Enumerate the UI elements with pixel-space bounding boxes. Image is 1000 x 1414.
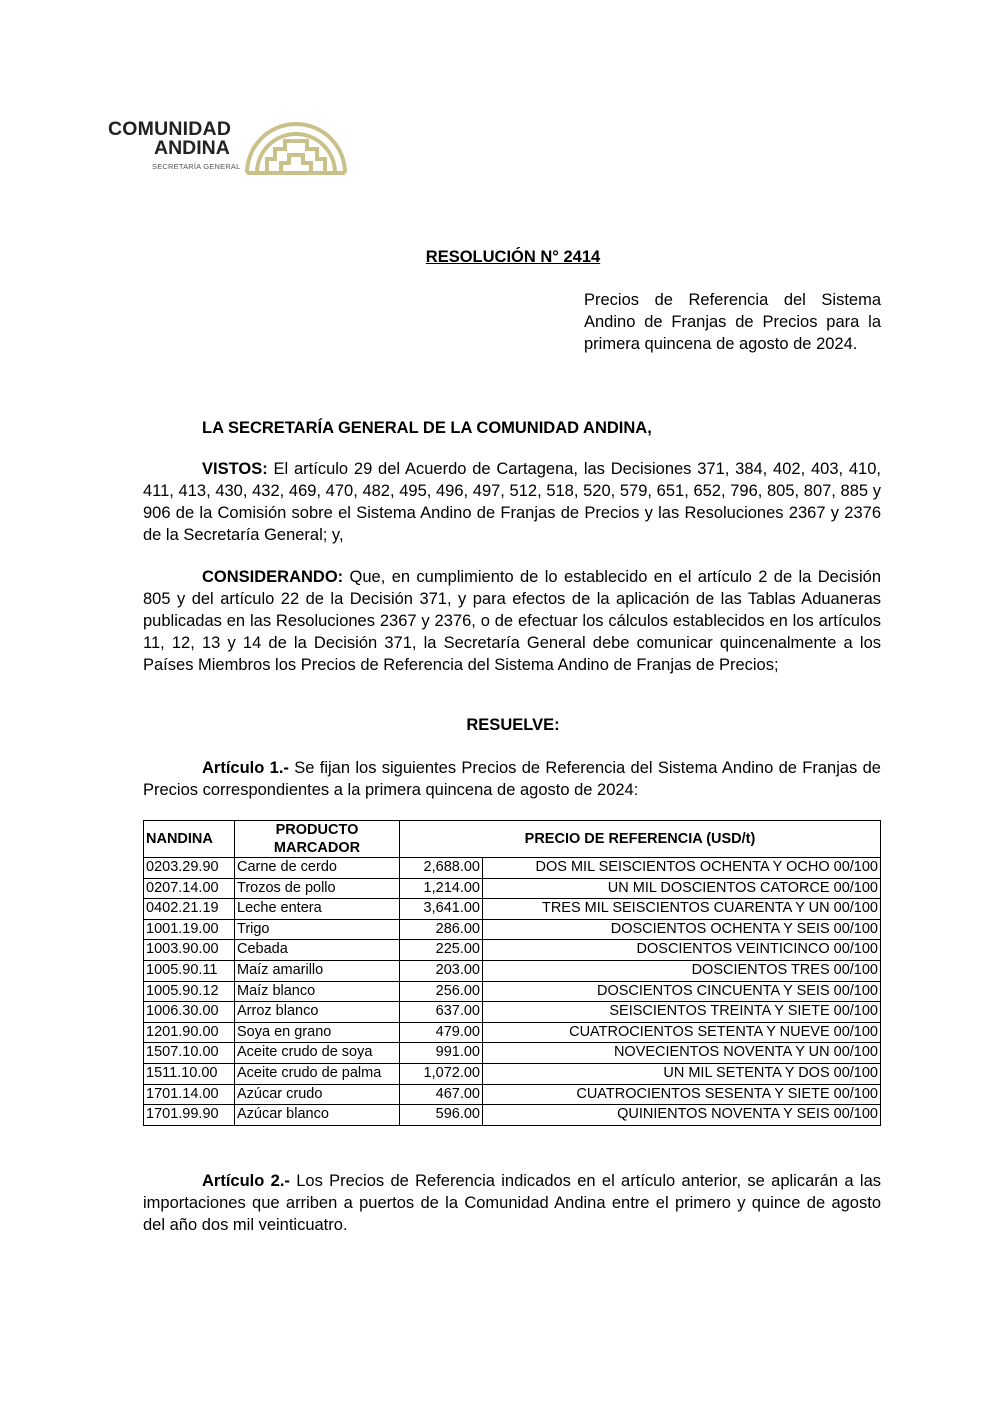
price-cell: 479.00 <box>400 1022 483 1043</box>
product-cell: Trigo <box>235 919 400 940</box>
price-cell: 256.00 <box>400 981 483 1002</box>
table-row <box>144 919 881 940</box>
price-cell: 225.00 <box>400 940 483 961</box>
articulo2-text: Los Precios de Referencia indicados en el artículo anterior, se aplicarán a las importaciones que arriben a puertos de la Comunidad Andina entre el primero y quince de agosto del año dos mil veinticuatro. <box>143 1172 881 1234</box>
table-row <box>144 858 881 879</box>
table-row <box>144 1084 881 1105</box>
nandina-cell: 1511.10.00 <box>144 1063 235 1084</box>
price-cell: 1,072.00 <box>400 1063 483 1084</box>
table-row <box>144 1022 881 1043</box>
price-words-cell: SEISCIENTOS TREINTA Y SIETE 00/100 <box>483 1002 881 1023</box>
vistos-text: El artículo 29 del Acuerdo de Cartagena, las Decisiones 371, 384, 402, 403, 410, 411, 413, 430, 432, 469, 470, 482, 495, 496, 497, 512, 518, 520, 579, 651, 652, 796, 805, 807, 885 y 906 de la Comisión sobre el Sistema Andino de Franjas de Precios y las Resoluciones 2367 y 2376 de la Secretaría General; y, <box>143 460 881 544</box>
vistos-paragraph <box>143 458 881 546</box>
price-words-cell: DOSCIENTOS OCHENTA Y SEIS 00/100 <box>483 919 881 940</box>
nandina-cell: 1201.90.00 <box>144 1022 235 1043</box>
articulo1-label: Artículo 1.- <box>202 759 289 777</box>
andean-arch-emblem <box>243 119 349 175</box>
product-cell: Arroz blanco <box>235 1002 400 1023</box>
price-cell: 3,641.00 <box>400 899 483 920</box>
resolution-subject: Precios de Referencia del Sistema Andino de Franjas de Precios para la primera quincena de agosto de 2024. <box>584 291 881 353</box>
articulo1-text: Se fijan los siguientes Precios de Referencia del Sistema Andino de Franjas de Precios correspondientes a la primera quincena de agosto de 2024: <box>143 759 881 799</box>
table-row <box>144 1043 881 1064</box>
price-cell: 637.00 <box>400 1002 483 1023</box>
product-cell: Azúcar blanco <box>235 1105 400 1126</box>
comunidad-andina-logo <box>108 118 348 178</box>
price-cell: 2,688.00 <box>400 858 483 879</box>
header-precio-referencia: PRECIO DE REFERENCIA (USD/t) <box>400 821 881 858</box>
considerando-label: CONSIDERANDO: <box>202 568 344 586</box>
price-words-cell: DOSCIENTOS TRES 00/100 <box>483 960 881 981</box>
table-row <box>144 960 881 981</box>
price-words-cell: UN MIL SETENTA Y DOS 00/100 <box>483 1063 881 1084</box>
product-cell: Maíz amarillo <box>235 960 400 981</box>
table-row <box>144 1002 881 1023</box>
price-words-cell: QUINIENTOS NOVENTA Y SEIS 00/100 <box>483 1105 881 1126</box>
nandina-cell: 1001.19.00 <box>144 919 235 940</box>
price-words-cell: UN MIL DOSCIENTOS CATORCE 00/100 <box>483 878 881 899</box>
product-cell: Carne de cerdo <box>235 858 400 879</box>
nandina-cell: 1005.90.12 <box>144 981 235 1002</box>
price-words-cell: DOSCIENTOS VEINTICINCO 00/100 <box>483 940 881 961</box>
price-cell: 467.00 <box>400 1084 483 1105</box>
header-nandina: NANDINA <box>144 821 235 858</box>
nandina-cell: 1701.14.00 <box>144 1084 235 1105</box>
table-row <box>144 899 881 920</box>
price-cell: 596.00 <box>400 1105 483 1126</box>
header-producto-marcador: PRODUCTO MARCADOR <box>235 821 400 858</box>
price-cell: 991.00 <box>400 1043 483 1064</box>
product-cell: Aceite crudo de palma <box>235 1063 400 1084</box>
price-words-cell: CUATROCIENTOS SESENTA Y SIETE 00/100 <box>483 1084 881 1105</box>
resolution-title: RESOLUCIÓN N° 2414 <box>425 248 601 266</box>
product-cell: Azúcar crudo <box>235 1084 400 1105</box>
table-row <box>144 981 881 1002</box>
product-cell: Trozos de pollo <box>235 878 400 899</box>
table-body <box>144 858 881 1126</box>
price-cell: 1,214.00 <box>400 878 483 899</box>
product-cell: Maíz blanco <box>235 981 400 1002</box>
logo-text-line1: COMUNIDAD <box>108 118 232 140</box>
logo-text-line2: ANDINA <box>154 137 230 159</box>
articulo2-paragraph <box>143 1170 881 1236</box>
nandina-cell: 1701.99.90 <box>144 1105 235 1126</box>
price-words-cell: TRES MIL SEISCIENTOS CUARENTA Y UN 00/100 <box>483 899 881 920</box>
price-words-cell: DOS MIL SEISCIENTOS OCHENTA Y OCHO 00/100 <box>483 858 881 879</box>
issuer-heading: LA SECRETARÍA GENERAL DE LA COMUNIDAD ANDINA, <box>202 419 652 437</box>
nandina-cell: 0203.29.90 <box>144 858 235 879</box>
product-cell: Cebada <box>235 940 400 961</box>
reference-prices-table <box>143 820 881 1126</box>
table-row <box>144 1105 881 1126</box>
table-row <box>144 878 881 899</box>
logo-text-line3: SECRETARÍA GENERAL <box>152 162 241 171</box>
nandina-cell: 1003.90.00 <box>144 940 235 961</box>
articulo2-label: Artículo 2.- <box>202 1172 290 1190</box>
price-cell: 286.00 <box>400 919 483 940</box>
price-words-cell: NOVECIENTOS NOVENTA Y UN 00/100 <box>483 1043 881 1064</box>
nandina-cell: 0402.21.19 <box>144 899 235 920</box>
product-cell: Leche entera <box>235 899 400 920</box>
considerando-text: Que, en cumplimiento de lo establecido en el artículo 2 de la Decisión 805 y del artículo 22 de la Decisión 371, y para efectos de la aplicación de las Tablas Aduaneras publicadas en las Resoluciones 2367 y 2376, o de efectuar los cálculos establecidos en los artículos 11, 12, 13 y 14 de la Decisión 371, la Secretaría General debe comunicar quincenalmente a los Países Miembros los Precios de Referencia del Sistema Andino de Franjas de Precios; <box>143 568 881 674</box>
table-row <box>144 1063 881 1084</box>
nandina-cell: 1005.90.11 <box>144 960 235 981</box>
articulo1-paragraph <box>143 757 881 801</box>
price-words-cell: CUATROCIENTOS SETENTA Y NUEVE 00/100 <box>483 1022 881 1043</box>
considerando-paragraph <box>143 566 881 676</box>
nandina-cell: 1006.30.00 <box>144 1002 235 1023</box>
vistos-label: VISTOS: <box>202 460 268 478</box>
nandina-cell: 1507.10.00 <box>144 1043 235 1064</box>
product-cell: Soya en grano <box>235 1022 400 1043</box>
resuelve-heading: RESUELVE: <box>466 716 560 734</box>
product-cell: Aceite crudo de soya <box>235 1043 400 1064</box>
price-cell: 203.00 <box>400 960 483 981</box>
table-header-row <box>144 821 881 858</box>
table-row <box>144 940 881 961</box>
nandina-cell: 0207.14.00 <box>144 878 235 899</box>
price-words-cell: DOSCIENTOS CINCUENTA Y SEIS 00/100 <box>483 981 881 1002</box>
